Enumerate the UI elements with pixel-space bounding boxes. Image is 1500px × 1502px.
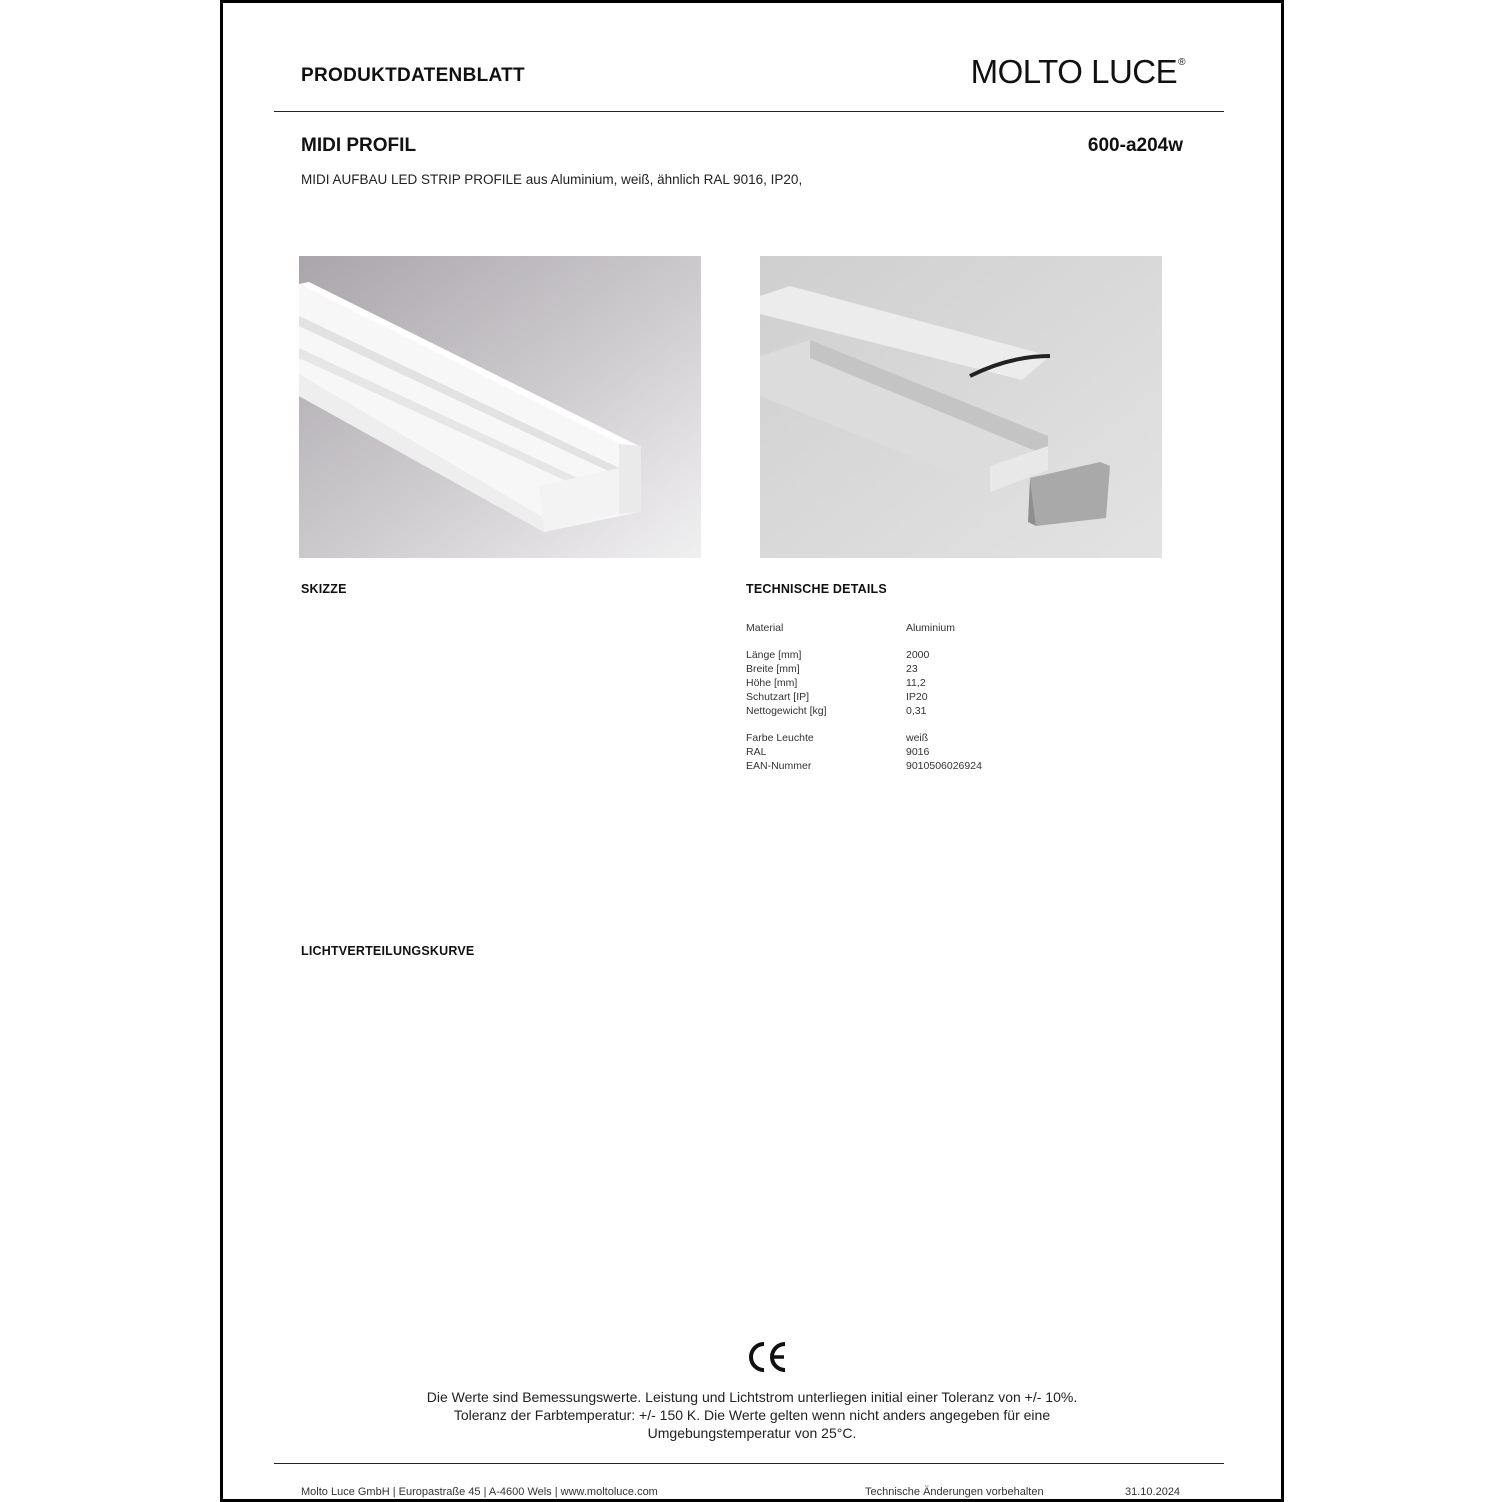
spec-row: RAL 9016	[746, 746, 930, 758]
spec-row: Breite [mm] 23	[746, 663, 918, 675]
spec-row: Farbe Leuchte weiß	[746, 732, 929, 744]
header-divider	[274, 111, 1224, 112]
spec-row: EAN-Nummer 9010506026924	[746, 760, 982, 772]
spec-row: Material Aluminium	[746, 622, 956, 634]
spec-row: Schutzart [IP] IP20	[746, 691, 928, 703]
footer-company: Molto Luce GmbH | Europastraße 45 | A-4600 Wels | www.moltoluce.com	[301, 1486, 658, 1498]
technical-details-heading: TECHNISCHE DETAILS	[746, 582, 887, 596]
sketch-heading: SKIZZE	[301, 582, 347, 596]
registered-mark: ®	[1178, 57, 1185, 68]
footer-date: 31.10.2024	[1125, 1486, 1181, 1498]
spec-row: Höhe [mm] 11,2	[746, 677, 926, 689]
spec-row: Nettogewicht [kg] 0,31	[746, 705, 927, 717]
product-photo-assembly	[760, 256, 1162, 558]
product-description: MIDI AUFBAU LED STRIP PROFILE aus Aluminium, weiß, ähnlich RAL 9016, IP20,	[301, 172, 803, 187]
document-type-heading: PRODUKTDATENBLATT	[301, 65, 525, 86]
product-photo-profile	[299, 256, 701, 558]
brand-logo	[971, 53, 1185, 91]
article-number: 600-a204w	[1087, 135, 1183, 156]
footer-divider	[274, 1463, 1224, 1464]
datasheet-page	[220, 0, 1284, 1502]
product-name: MIDI PROFIL	[301, 135, 417, 156]
footer-disclaimer: Technische Änderungen vorbehalten	[865, 1486, 1044, 1498]
tolerance-note: Die Werte sind Bemessungswerte. Leistung und Lichtstrom unterliegen initial einer Toleranz von +/- 10%. Toleranz der Farbtemperatur: +/- 150 K. Die Werte gelten wenn nicht anders angegeben für eine Umgebungstemperatur von 25°C.	[426, 1389, 1078, 1441]
logo-text: MOLTO LUCE	[970, 53, 1178, 90]
ce-mark-icon	[746, 1340, 788, 1374]
technical-details-table	[746, 621, 982, 773]
spec-row: Länge [mm] 2000	[746, 649, 930, 661]
light-distribution-heading: LICHTVERTEILUNGSKURVE	[301, 944, 475, 958]
